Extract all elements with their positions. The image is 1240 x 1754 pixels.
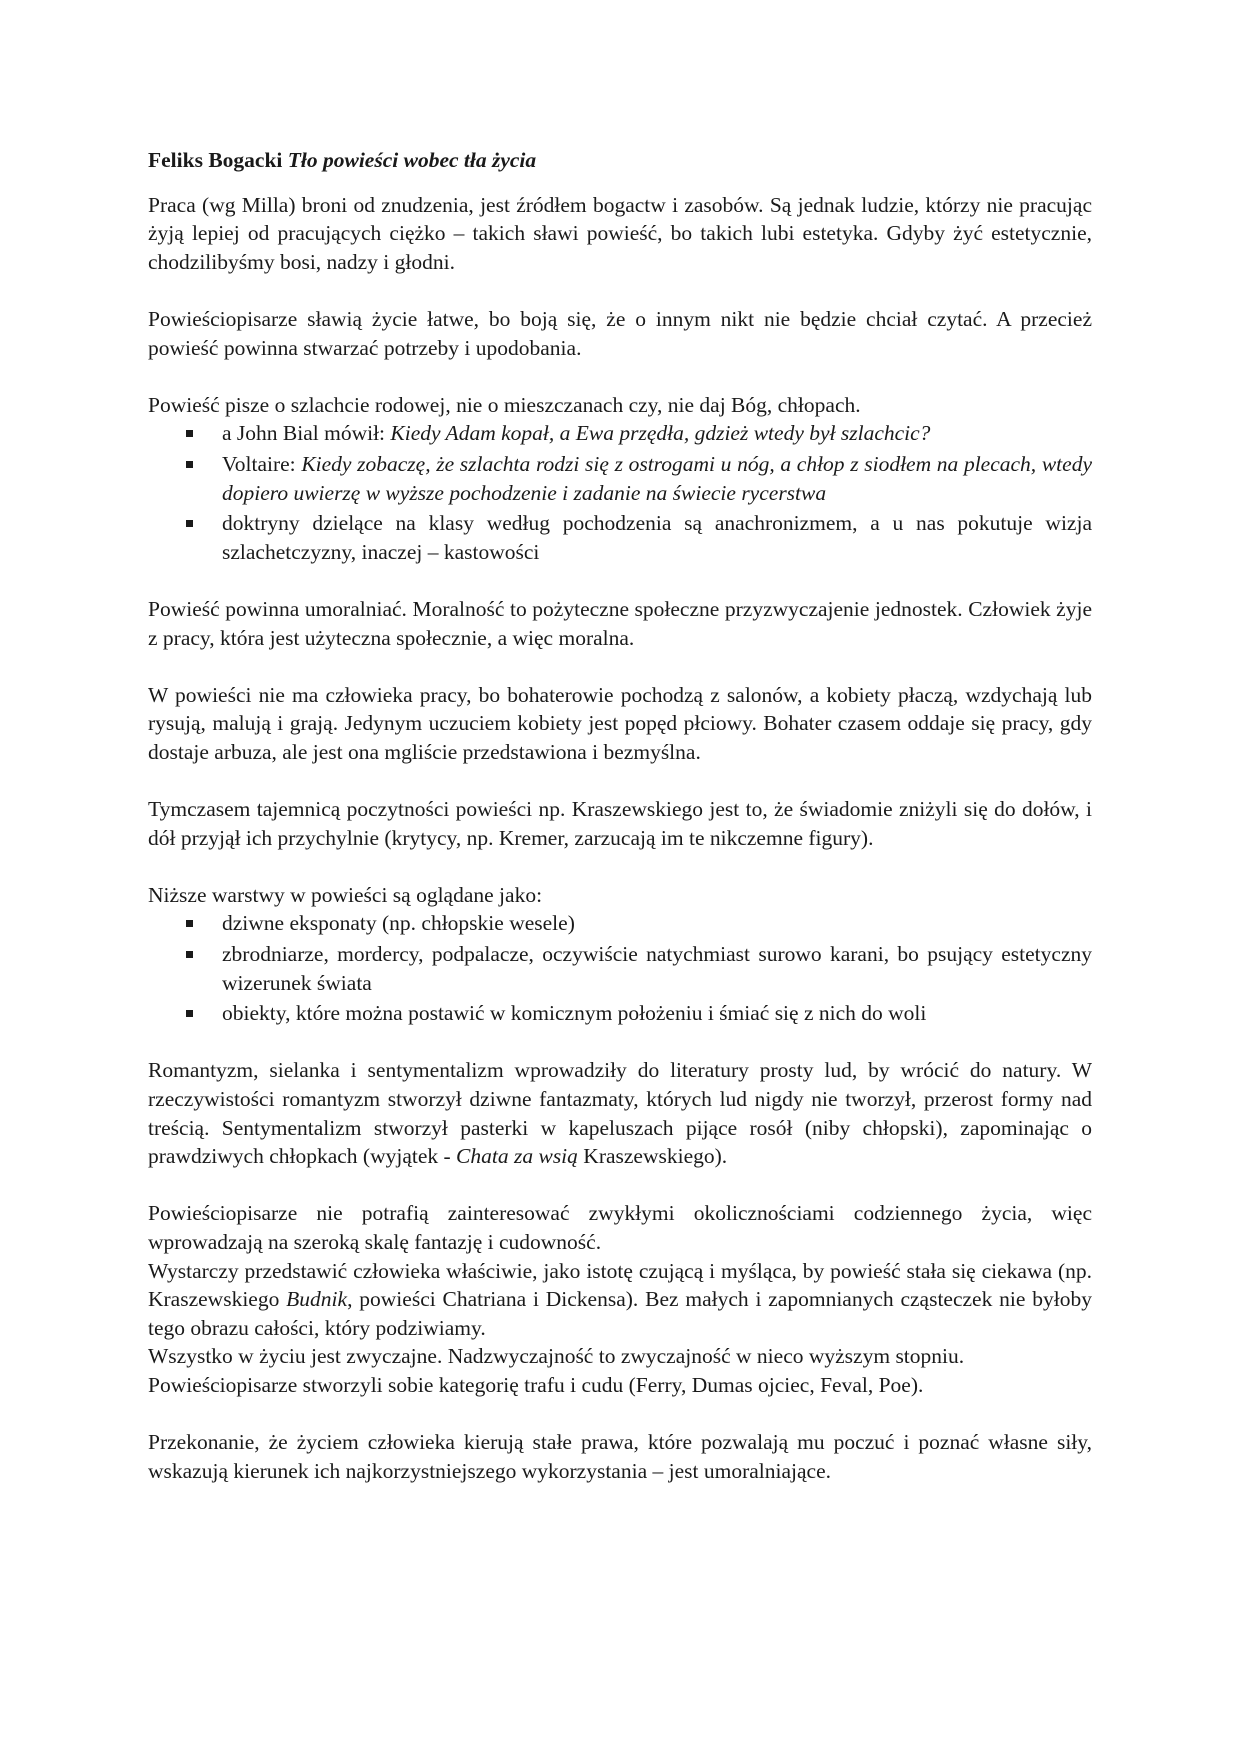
document-page <box>148 134 1092 1514</box>
paragraph-text: Kraszewskiego). <box>577 1144 728 1169</box>
list-item <box>148 419 1092 448</box>
list-item-text: zbrodniarze, mordercy, podpalacze, oczywiście natychmiast surowo karani, bo psujący estetyczny wizerunek świata <box>222 942 1092 995</box>
bullet-icon <box>186 430 193 437</box>
bullet-icon <box>186 461 193 468</box>
paragraph-1: Praca (wg Milla) broni od znudzenia, jest źródłem bogactw i zasobów. Są jednak ludzie, którzy nie pracując żyją lepiej od pracujących ciężko – takich sławi powieść, bo takich lubi estetyka. Gdyby żyć estetycznie, chodzilibyśmy bosi, nadzy i głodni. <box>148 192 1092 274</box>
list-item <box>148 999 1092 1028</box>
paragraph-6: Tymczasem tajemnicą poczytności powieści np. Kraszewskiego jest to, że świadomie zniżyli się do dołów, i dół przyjął ich przychylnie (krytycy, np. Kremer, zarzucają im te nikczemne figury). <box>148 797 1092 850</box>
paragraph-text: , powieści Chatriana i Dickensa). Bez małych i zapomnianych cząsteczek nie byłoby tego obrazu całości, który podziwiamy. <box>148 1287 1092 1340</box>
bullet-icon <box>186 920 193 927</box>
paragraph-10 <box>148 1257 1092 1343</box>
list-item-text: doktryny dzielące na klasy według pochodzenia są anachronizmem, a u nas pokutuje wizja szlachetczyzny, inaczej – kastowości <box>222 511 1092 564</box>
list-item-text: Voltaire: <box>222 451 302 476</box>
book-title: Budnik <box>286 1287 348 1312</box>
paragraph-11: Wszystko w życiu jest zwyczajne. Nadzwyczajność to zwyczajność w nieco wyższym stopniu. <box>148 1344 965 1369</box>
list-item <box>148 509 1092 566</box>
list-item <box>148 450 1092 507</box>
list-item-quote: Kiedy zobaczę, że szlachta rodzi się z ostrogami u nóg, a chłop z siodłem na plecach, wtedy dopiero uwierzę w wyższe pochodzenie i zadanie na świecie rycerstwa <box>222 451 1092 505</box>
bullet-icon <box>186 1010 193 1017</box>
bullet-list-2 <box>148 909 1092 1027</box>
bullet-icon <box>186 520 193 527</box>
list-item-text: dziwne eksponaty (np. chłopskie wesele) <box>222 911 575 936</box>
paragraph-9: Powieściopisarze nie potrafią zainteresować zwykłymi okolicznościami codziennego życia, więc wprowadzają na szeroką skalę fantazję i cudowność. <box>148 1201 1092 1254</box>
title-work: Tło powieści wobec tła życia <box>287 148 537 172</box>
paragraph-4: Powieść powinna umoralniać. Moralność to pożyteczne społeczne przyzwyczajenie jednostek. Człowiek żyje z pracy, która jest użyteczna społecznie, a więc moralna. <box>148 596 1092 650</box>
list-item <box>148 940 1092 997</box>
paragraph-5: W powieści nie ma człowieka pracy, bo bohaterowie pochodzą z salonów, a kobiety płaczą, wzdychają lub rysują, malują i grają. Jedynym uczuciem kobiety jest popęd płciowy. Bohater czasem oddaje się pracy, gdy dostaje arbuza, ale jest ona mgliście przedstawiona i bezmyślna. <box>148 682 1092 764</box>
paragraph-2: Powieściopisarze sławią życie łatwe, bo boją się, że o innym nikt nie będzie chciał czytać. A przecież powieść powinna stwarzać potrzeby i upodobania. <box>148 306 1092 360</box>
book-title: Chata za wsią <box>456 1144 578 1169</box>
bullet-icon <box>186 951 193 958</box>
paragraph-text: Wystarczy przedstawić człowieka właściwie, jako istotę czującą i myśląca, by powieść stała się ciekawa (np. Kraszewskiego <box>148 1258 1092 1312</box>
paragraph-8 <box>148 1056 1092 1170</box>
document-title <box>148 146 1092 175</box>
bullet-list-1 <box>148 419 1092 566</box>
title-author: Feliks Bogacki <box>148 148 283 172</box>
list-item-quote: Kiedy Adam kopał, a Ewa przędła, gdzież wtedy był szlachcic? <box>390 421 931 446</box>
paragraph-13: Przekonanie, że życiem człowieka kierują stałe prawa, które pozwalają mu poczuć i poznać własne siły, wskazują kierunek ich najkorzystniejszego wykorzystania – jest umoralniające. <box>148 1430 1092 1483</box>
list-item-text: obiekty, które można postawić w komicznym położeniu i śmiać się z nich do woli <box>222 1001 927 1026</box>
list-item-text: a John Bial mówił: <box>222 421 391 446</box>
paragraph-7: Niższe warstwy w powieści są oglądane jako: <box>148 882 543 907</box>
list-item <box>148 909 1092 938</box>
paragraph-text: Romantyzm, sielanka i sentymentalizm wprowadziły do literatury prosty lud, by wrócić do natury. W rzeczywistości romantyzm stworzył dziwne fantazmaty, których lud nigdy nie tworzył, przerost formy nad treścią. Sentymentalizm stworzył pasterki w kapeluszach pijące rosół (niby chłopski), zapominając o prawdziwych chłopkach (wyjątek - <box>148 1058 1092 1169</box>
paragraph-12: Powieściopisarze stworzyli sobie kategorię trafu i cudu (Ferry, Dumas ojciec, Feval, Poe). <box>148 1372 924 1397</box>
paragraph-3: Powieść pisze o szlachcie rodowej, nie o mieszczanach czy, nie daj Bóg, chłopach. <box>148 392 861 417</box>
